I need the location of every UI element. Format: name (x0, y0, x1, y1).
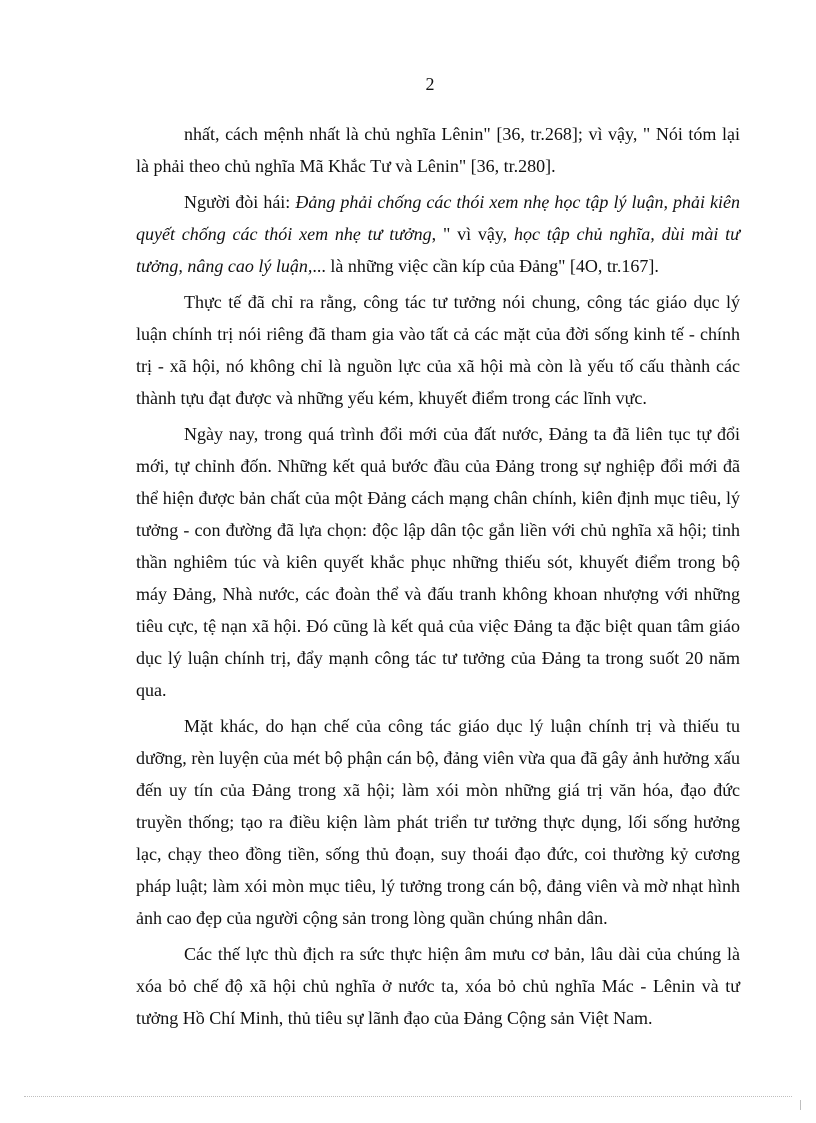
page-corner-mark (800, 1100, 807, 1110)
paragraph-2-lead: Người đòi hái: (184, 192, 296, 212)
paragraph-3-text: Thực tế đã chỉ ra rằng, công tác tư tưởng nói chung, công tác giáo dục lý luận chính trị nói riêng đã tham gia vào tất cả các mặt của đời sống kinh tế - chính trị - xã hội, nó không chỉ là nguồn lực của xã hội mà còn là yếu tố cấu thành các thành tựu đạt được và những yếu kém, khuyết điểm trong các lĩnh vực. (136, 292, 740, 408)
document-body (136, 118, 740, 1034)
paragraph-1-text: nhất, cách mệnh nhất là chủ nghĩa Lênin" [36, tr.268]; vì vậy, " Nói tóm lại là phải theo chủ nghĩa Mã Khắc Tư và Lênin" [36, tr.280]. (136, 124, 740, 176)
paragraph-1 (136, 118, 740, 182)
paragraph-4-text: Ngày nay, trong quá trình đổi mới của đất nước, Đảng ta đã liên tục tự đổi mới, tự chỉnh đốn. Những kết quả bước đầu của Đảng trong sự nghiệp đổi mới đã thể hiện được bản chất của một Đảng cách mạng chân chính, kiên định mục tiêu, lý tưởng - con đường đã lựa chọn: độc lập dân tộc gắn liền với chủ nghĩa xã hội; tinh thần nghiêm túc và kiên quyết khắc phục những thiếu sót, khuyết điểm trong bộ máy Đảng, Nhà nước, các đoàn thể và đấu tranh không khoan nhượng với những tiêu cực, tệ nạn xã hội. Đó cũng là kết quả của việc Đảng ta đặc biệt quan tâm giáo dục lý luận chính trị, đẩy mạnh công tác tư tưởng của Đảng ta trong suốt 20 năm qua. (136, 424, 740, 700)
paragraph-6 (136, 938, 740, 1034)
paragraph-2 (136, 186, 740, 282)
paragraph-3 (136, 286, 740, 414)
paragraph-4 (136, 418, 740, 706)
page-number: 2 (425, 74, 435, 94)
paragraph-2-italic-1: Đảng phải chống các thói xem nhẹ học tập lý luận, phải kiên quyết chống các thói xem nhẹ tư tưởng (136, 192, 740, 244)
paragraph-2-tail: ... là những việc cần kíp của Đảng" [4O, tr.167]. (312, 256, 659, 276)
paragraph-2-mid: , " vì vậy, (431, 224, 514, 244)
paragraph-5-text: Mặt khác, do hạn chế của công tác giáo dục lý luận chính trị và thiếu tu dưỡng, rèn luyện của mét bộ phận cán bộ, đảng viên vừa qua đã gây ảnh hưởng xấu đến uy tín của Đảng trong xã hội; làm xói mòn những giá trị văn hóa, đạo đức truyền thống; tạo ra điều kiện làm phát triển tư tưởng thực dụng, lối sống hưởng lạc, chạy theo đồng tiền, sống thủ đoạn, suy thoái đạo đức, coi thường kỷ cương pháp luật; làm xói mòn mục tiêu, lý tưởng trong cán bộ, đảng viên và mờ nhạt hình ảnh cao đẹp của người cộng sản trong lòng quần chúng nhân dân. (136, 716, 740, 928)
paragraph-5 (136, 710, 740, 934)
page-bottom-rule (24, 1096, 792, 1097)
paragraph-6-text: Các thế lực thù địch ra sức thực hiện âm mưu cơ bản, lâu dài của chúng là xóa bỏ chế độ xã hội chủ nghĩa ở nước ta, xóa bỏ chủ nghĩa Mác - Lênin và tư tưởng Hồ Chí Minh, thủ tiêu sự lãnh đạo của Đảng Cộng sản Việt Nam. (136, 944, 740, 1028)
paragraph-2-italic-2: học tập chủ nghĩa, dùi mài tư tưởng, nâng cao lý luận, (136, 224, 740, 276)
